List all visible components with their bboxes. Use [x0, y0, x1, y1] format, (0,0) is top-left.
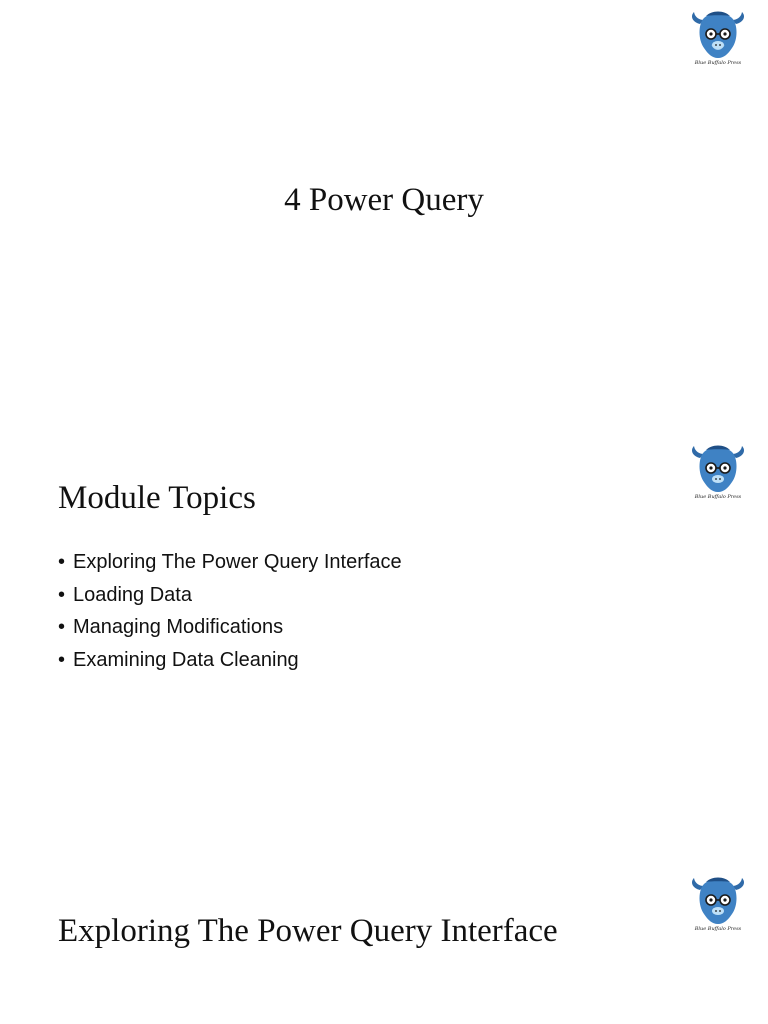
- list-item: [58, 644, 402, 677]
- slide-heading: Module Topics: [58, 480, 256, 516]
- list-item: [58, 546, 402, 579]
- bullet-dot: •: [58, 583, 66, 606]
- list-item: [58, 579, 402, 612]
- list-item-text: Examining Data Cleaning: [73, 648, 299, 671]
- slide-exploring-interface: [0, 864, 768, 1024]
- logo-text: Blue Buffalo Press: [694, 926, 742, 932]
- bullet-dot: •: [58, 551, 66, 573]
- list-item-text: Exploring The Power Query Interface: [73, 551, 402, 573]
- slide-title: [0, 0, 768, 320]
- page-title: 4 Power Query: [284, 182, 484, 218]
- list-item: [58, 611, 402, 644]
- logo-text: Blue Buffalo Press: [694, 60, 742, 66]
- slide-heading: Exploring The Power Query Interface: [58, 913, 558, 949]
- buffalo-logo: [686, 10, 750, 70]
- list-item-text: Loading Data: [73, 583, 192, 606]
- bullet-dot: •: [58, 648, 66, 671]
- slide-module-topics: [0, 432, 768, 732]
- buffalo-logo: [686, 876, 750, 936]
- topic-list: [58, 546, 402, 676]
- bullet-dot: •: [58, 616, 66, 638]
- logo-text: Blue Buffalo Press: [694, 494, 742, 500]
- list-item-text: Managing Modifications: [73, 616, 284, 638]
- buffalo-logo: [686, 444, 750, 504]
